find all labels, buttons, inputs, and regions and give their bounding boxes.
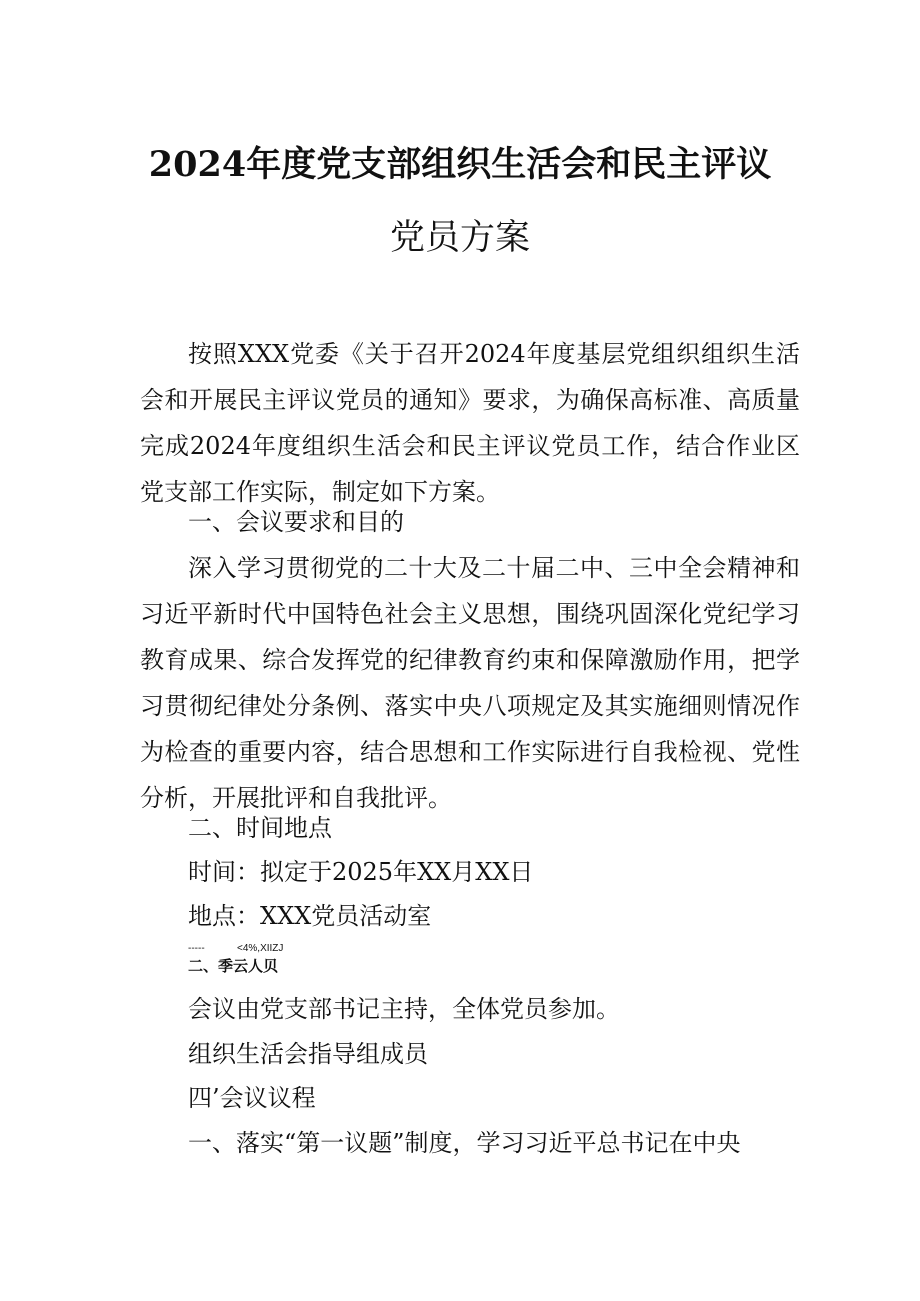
section3-heading: 二、季云人贝 (188, 958, 279, 975)
section1-paragraph: 深入学习贯彻党的二十大及二十届二中、三中全会精神和习近平新时代中国特色社会主义思想，围绕巩固深化党纪学习教育成果、综合发挥党的纪律教育约束和保障激励作用，把学习贯彻纪律处分条例、落实中央八项规定及其实施细则情况作为检查的重要内容，结合思想和工作实际进行自我检视、党性分析，开展批评和自我批评。 (140, 554, 800, 812)
document-title-line2: 党员方案 (389, 218, 530, 258)
document-title-line1: 2024年度党支部组织生活会和民主评议 (148, 144, 772, 185)
section2-heading: 二、时间地点 (188, 814, 332, 842)
intro-paragraph: 按照XXX党委《关于召开2024年度基层党组织组织生活会和开展民主评议党员的通知》要求，为确保高标准、高质量完成2024年度组织生活会和民主评议党员工作，结合作业区党支部工作实际，制定如下方案。 (140, 340, 800, 506)
section3-extra: 组织生活会指导组成员 (188, 1040, 428, 1068)
note-dashes: ----- (188, 943, 205, 954)
time-line: 时间：拟定于2025年XX月XX日 (188, 858, 534, 886)
section4-heading: 四’会议议程 (188, 1084, 316, 1112)
section4-item1: 一、落实“第一议题”制度，学习习近平总书记在中央 (188, 1129, 741, 1157)
section3-paragraph: 会议由党支部书记主持，全体党员参加。 (188, 995, 620, 1023)
section1-heading: 一、会议要求和目的 (188, 508, 404, 536)
note-text: <4%,XIIZJ (237, 943, 284, 954)
place-line: 地点：XXX党员活动室 (188, 902, 432, 930)
